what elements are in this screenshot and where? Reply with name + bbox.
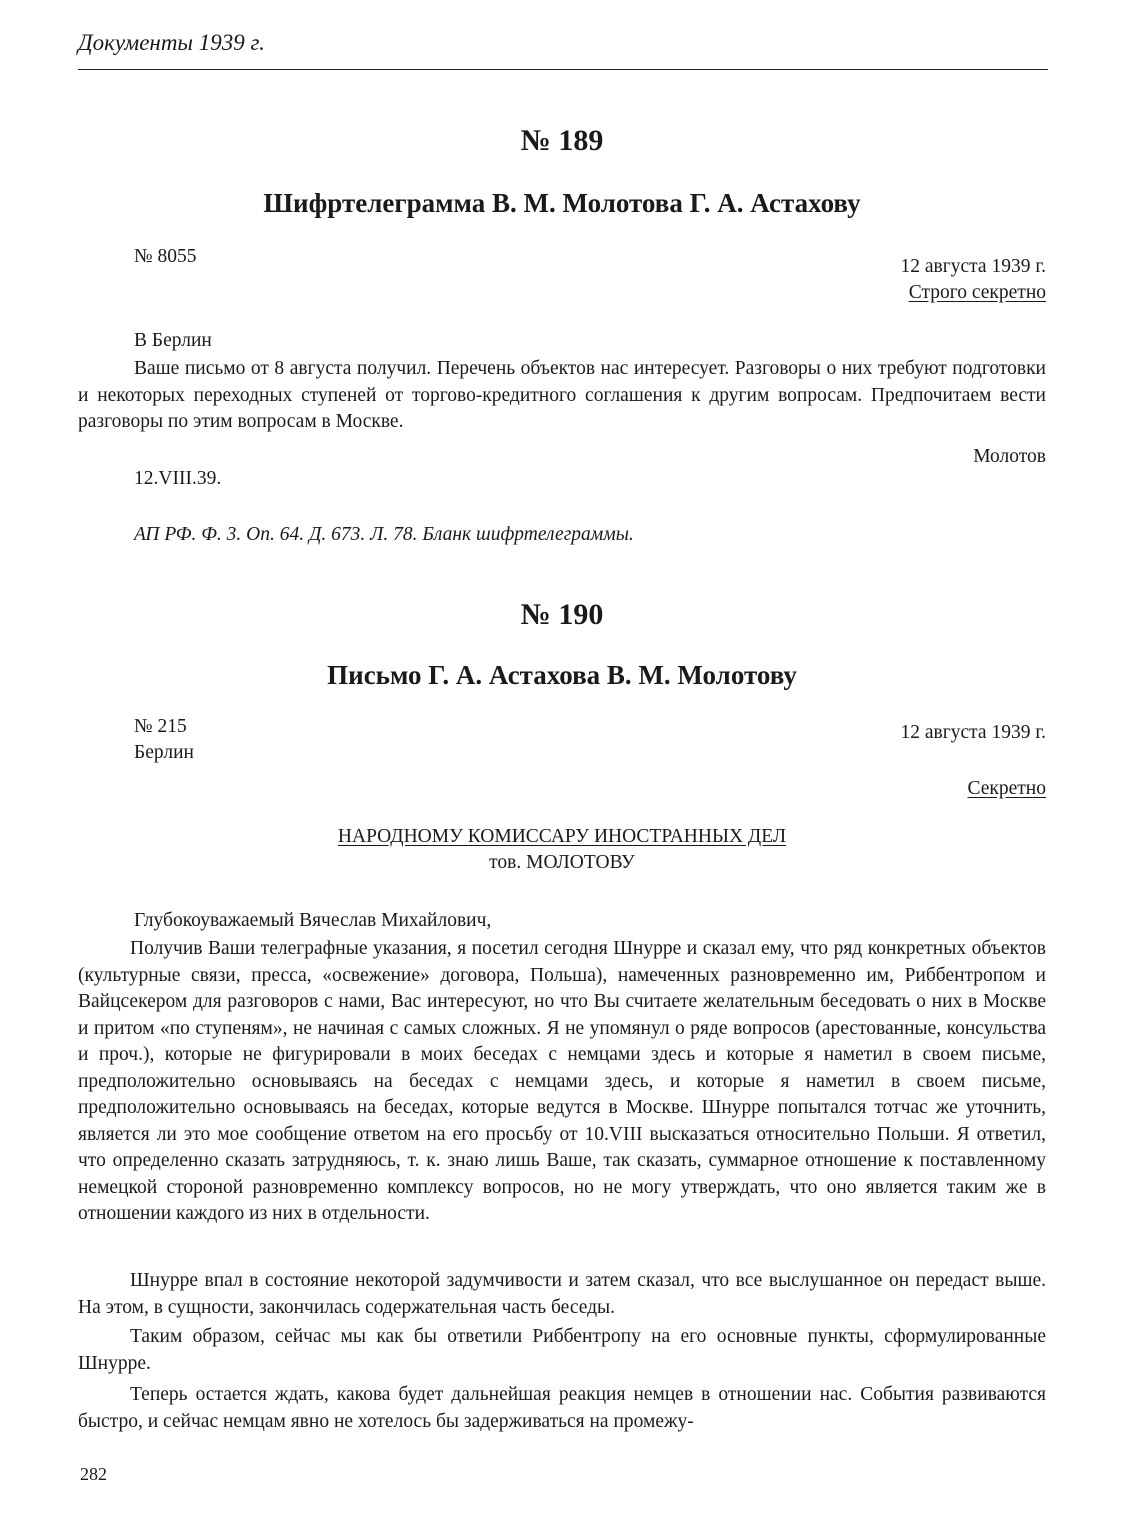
doc190-number: № 190 (520, 598, 604, 631)
doc190-addressee-line2: тов. МОЛОТОВУ (489, 852, 635, 873)
doc190-paragraph-4: Теперь остается ждать, какова будет дальнейшая реакция немцев в отношении нас. События развиваются быстро, и сейчас немцам явно не хотелось бы задерживаться на промежу- (78, 1384, 1046, 1432)
doc190-ref: № 215 (134, 716, 187, 737)
doc190-place: Берлин (134, 742, 194, 763)
doc190-addressee-line1: НАРОДНОМУ КОМИССАРУ ИНОСТРАННЫХ ДЕЛ (337, 826, 787, 847)
running-head: Документы 1939 г. (78, 30, 265, 55)
doc190-salutation: Глубокоуважаемый Вячеслав Михайлович, (134, 910, 492, 931)
doc190-paragraph-3: Таким образом, сейчас мы как бы ответили Риббентропу на его основные пункты, сформулированные Шнурре. (78, 1326, 1046, 1374)
doc189-date: 12 августа 1939 г. (900, 256, 1046, 277)
doc189-classification: Строго секретно (908, 282, 1046, 303)
doc189-archive-ref: АП РФ. Ф. 3. Оп. 64. Д. 673. Л. 78. Бланк шифртелеграммы. (134, 524, 634, 545)
page-number: 282 (80, 1464, 107, 1484)
doc189-place: В Берлин (134, 330, 212, 351)
header-rule (78, 69, 1048, 70)
doc190-paragraph-2: Шнурре впал в состояние некоторой задумчивости и затем сказал, что все выслушанное он передаст выше. На этом, в сущности, закончилась содержательная часть беседы. (78, 1270, 1046, 1318)
doc189-title: Шифртелеграмма В. М. Молотова Г. А. Астахову (263, 188, 861, 218)
doc190-classification: Секретно (967, 778, 1046, 799)
doc189-signature: Молотов (973, 446, 1046, 467)
doc189-body: Ваше письмо от 8 августа получил. Перечень объектов нас интересует. Разговоры о них требуют подготовки и некоторых переходных ступеней от торгово-кредитного соглашения к другим вопросам. Предпочитаем вести разговоры по этим вопросам в Москве. (78, 358, 1046, 432)
doc190-date: 12 августа 1939 г. (900, 722, 1046, 743)
doc189-sign-date: 12.VIII.39. (134, 468, 222, 489)
doc189-number: № 189 (520, 124, 604, 157)
doc189-ref: № 8055 (134, 246, 197, 267)
doc190-title: Письмо Г. А. Астахова В. М. Молотову (327, 660, 797, 690)
doc190-paragraph-1: Получив Ваши телеграфные указания, я посетил сегодня Шнурре и сказал ему, что ряд конкретных объектов (культурные связи, пресса, «освежение» договора, Польша), намеченных разновременно им, Риббентропом и Вайцсекером для разговоров с нами, Вас интересуют, но что Вы считаете желательным беседовать о них в Москве и притом «по ступеням», не начиная с самых сложных. Я не упомянул о ряде вопросов (арестованные, консульства и проч.), которые не фигурировали в моих беседах с немцами здесь и которые я наметил в своем письме, предположительно основываясь на беседах с немцами здесь, и которые я наметил в своем письме, предположительно основываясь на беседах, которые ведутся в Москве. Шнурре попытался тотчас же уточнить, является ли это мое сообщение ответом на его просьбу от 10.VIII высказаться относительно Польши. Я ответил, что определенно сказать затрудняюсь, т. к. знаю лишь Ваше, так сказать, суммарное отношение к поставленному немецкой стороной разновременно комплексу вопросов, но не могу утверждать, что оно является таким же в отношении каждого из них в отдельности. (78, 938, 1046, 1224)
